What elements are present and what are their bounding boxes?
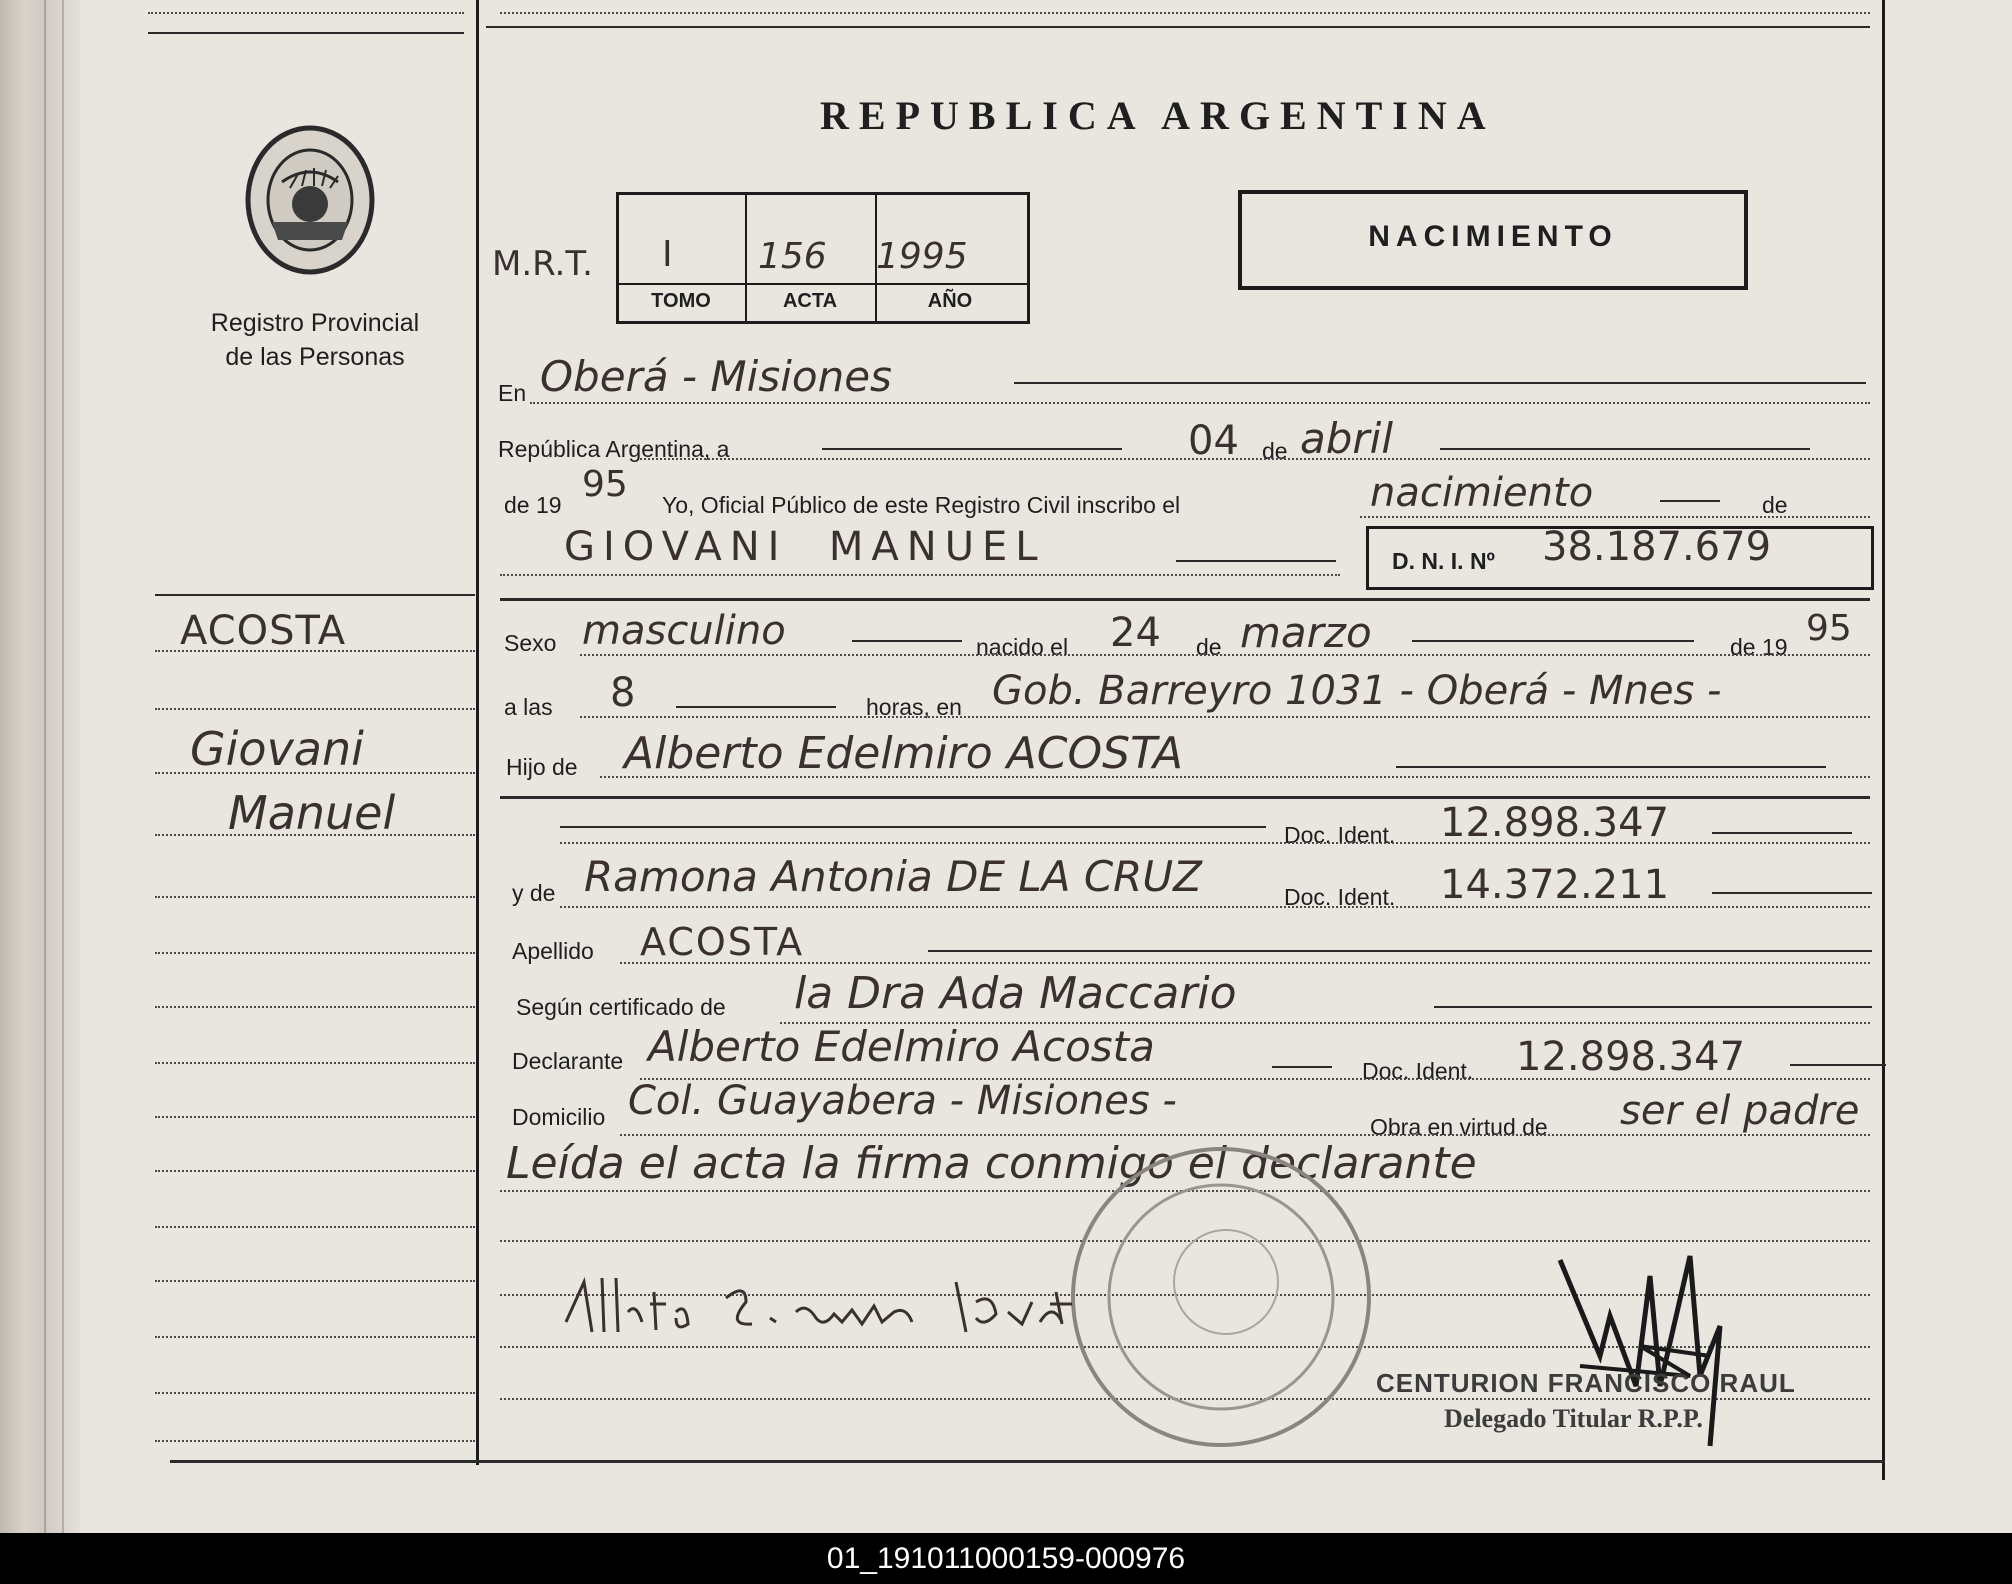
anio-label: AÑO (927, 290, 973, 312)
mother: Ramona Antonia DE LA CRUZ (584, 852, 1202, 901)
declarante-line (1272, 1066, 1332, 1068)
declarante-doc: 12.898.347 (1516, 1034, 1746, 1080)
footer-code: 01_191011000159-000976 (0, 1533, 2012, 1584)
apellido-label: Apellido (512, 938, 594, 964)
yo-text: Yo, Oficial Público de este Registro Civil inscribo el (662, 492, 1181, 518)
father-extra-line-2 (560, 826, 1266, 828)
hour: 8 (610, 670, 636, 716)
row-dotted-line (620, 1134, 1870, 1136)
sidebar-surname: ACOSTA (180, 608, 347, 654)
sidebar-dotted-line (155, 1280, 475, 1282)
month: abril (1300, 414, 1394, 463)
en-label: En (498, 380, 527, 406)
event: nacimiento (1370, 470, 1594, 516)
domicilio: Col. Guayabera - Misiones - (628, 1078, 1177, 1124)
domicilio-label: Domicilio (512, 1104, 606, 1130)
sidebar-dotted-line (155, 1062, 475, 1064)
horas-label: horas, en (866, 694, 962, 720)
de19-label: de 19 (504, 492, 562, 518)
certificado: la Dra Ada Maccario (794, 968, 1237, 1019)
row-dotted-line (620, 962, 1870, 964)
leida-text: Leída el acta la firma conmigo el declarante (506, 1138, 1477, 1189)
page-edge (62, 0, 64, 1533)
registry-name-line1: Registro Provincial (210, 309, 420, 337)
dni-label: D. N. I. Nº (1392, 548, 1495, 574)
sidebar-dotted-line (155, 834, 475, 836)
frame-right (1882, 0, 1885, 1480)
row-dotted-line (640, 458, 1870, 460)
year-suffix: 95 (582, 464, 628, 505)
sexo-line (852, 640, 962, 642)
father-extra-line (500, 796, 1870, 799)
nacido-label: nacido el (976, 634, 1069, 660)
sidebar-dotted-line (155, 772, 475, 774)
event-line (1660, 500, 1720, 502)
obra: ser el padre (1620, 1088, 1860, 1134)
sidebar-dotted-line (155, 1006, 475, 1008)
birth-month-line (1412, 640, 1694, 642)
top-dotted-line (500, 12, 1870, 14)
row-dotted-line (1360, 516, 1870, 518)
row-dotted-line (580, 716, 1870, 718)
row-dotted-line (580, 654, 1870, 656)
mother-doc-line (1712, 892, 1872, 894)
tomo-value: I (662, 234, 673, 275)
book-binding (0, 0, 80, 1533)
country-title: REPUBLICA ARGENTINA (820, 93, 1496, 138)
doc-label-2: Doc. Ident. (1284, 884, 1396, 910)
father-doc: 12.898.347 (1440, 800, 1670, 846)
hour-line (676, 706, 836, 708)
acta-value: 156 (758, 236, 827, 277)
birth-year-suffix: 95 (1806, 608, 1852, 649)
sidebar-dotted-line (155, 1392, 475, 1394)
sexo: masculino (582, 608, 786, 654)
row-dotted-line (600, 776, 1870, 778)
obra-label: Obra en virtud de (1370, 1114, 1548, 1140)
hijo-label: Hijo de (506, 754, 578, 780)
yde-label: y de (512, 880, 556, 906)
birth-month: marzo (1240, 608, 1372, 657)
registry-name (150, 306, 480, 374)
anio-value: 1995 (876, 236, 968, 277)
top-dotted-line (148, 12, 464, 14)
father-doc-line (1712, 832, 1852, 834)
apellido-line (928, 950, 1872, 952)
child-name: GIOVANI MANUEL (564, 524, 1046, 570)
officer-title: Delegado Titular R.P.P. (1444, 1404, 1703, 1433)
doc-label-3: Doc. Ident. (1362, 1058, 1474, 1084)
certificado-line (1434, 1006, 1872, 1008)
sidebar-given-name-2: Manuel (228, 786, 396, 840)
row-dotted-line (560, 906, 1870, 908)
apellido: ACOSTA (640, 920, 805, 964)
row-dotted-line (530, 402, 1870, 404)
declarante: Alberto Edelmiro Acosta (648, 1022, 1155, 1071)
sidebar-top-line (155, 594, 475, 596)
top-line-right (486, 26, 1870, 28)
sidebar-dotted-line (155, 1226, 475, 1228)
republica-label: República Argentina, a (498, 436, 730, 462)
father: Alberto Edelmiro ACOSTA (624, 728, 1184, 779)
row-dotted-line (560, 842, 1870, 844)
sidebar-dotted-line (155, 708, 475, 710)
registry-name-line2: de las Personas (225, 343, 405, 371)
birth-place: Gob. Barreyro 1031 - Oberá - Mnes - (992, 668, 1722, 714)
day: 04 (1188, 418, 1239, 464)
province-seal (242, 122, 378, 278)
sidebar-dotted-line (155, 952, 475, 954)
birth-day: 24 (1110, 610, 1161, 656)
sidebar-given-name-1: Giovani (190, 722, 364, 776)
name-line (1176, 560, 1336, 562)
mother-doc: 14.372.211 (1440, 862, 1670, 908)
registry-prefix: M.R.T. (492, 244, 593, 284)
sidebar-dotted-line (155, 650, 475, 652)
declarant-signature (556, 1262, 1096, 1352)
frame-divider (476, 0, 479, 1465)
month-line (1440, 448, 1810, 450)
father-line (1396, 766, 1826, 768)
declarante-doc-line (1790, 1064, 1886, 1066)
sidebar-dotted-line (155, 896, 475, 898)
de-label-2: de (1762, 492, 1788, 518)
section-divider (500, 598, 1870, 601)
acta-label: ACTA (782, 290, 838, 312)
segun-label: Según certificado de (516, 994, 726, 1020)
day-line (822, 448, 1122, 450)
sexo-label: Sexo (504, 630, 557, 656)
de-label: de (1262, 438, 1288, 464)
record-type: NACIMIENTO (1368, 220, 1618, 253)
alas-label: a las (504, 694, 553, 720)
frame-bottom (170, 1460, 1885, 1463)
de-label-3: de (1196, 634, 1222, 660)
sidebar-dotted-line (155, 1440, 475, 1442)
doc-label: Doc. Ident. (1284, 822, 1396, 848)
declarante-label: Declarante (512, 1048, 624, 1074)
tomo-label: TOMO (651, 290, 711, 312)
row-dotted-line (500, 574, 1340, 576)
sidebar-dotted-line (155, 1116, 475, 1118)
page-edge (44, 0, 46, 1533)
de19-label-2: de 19 (1730, 634, 1788, 660)
top-line-left (148, 32, 464, 34)
dni: 38.187.679 (1542, 524, 1772, 570)
place-line (1014, 382, 1866, 384)
sidebar-dotted-line (155, 1336, 475, 1338)
sidebar-dotted-line (155, 1170, 475, 1172)
official-stamp (1066, 1142, 1376, 1452)
place: Oberá - Misiones (540, 352, 892, 401)
officer-name: CENTURION FRANCISCO RAUL (1376, 1368, 1796, 1398)
